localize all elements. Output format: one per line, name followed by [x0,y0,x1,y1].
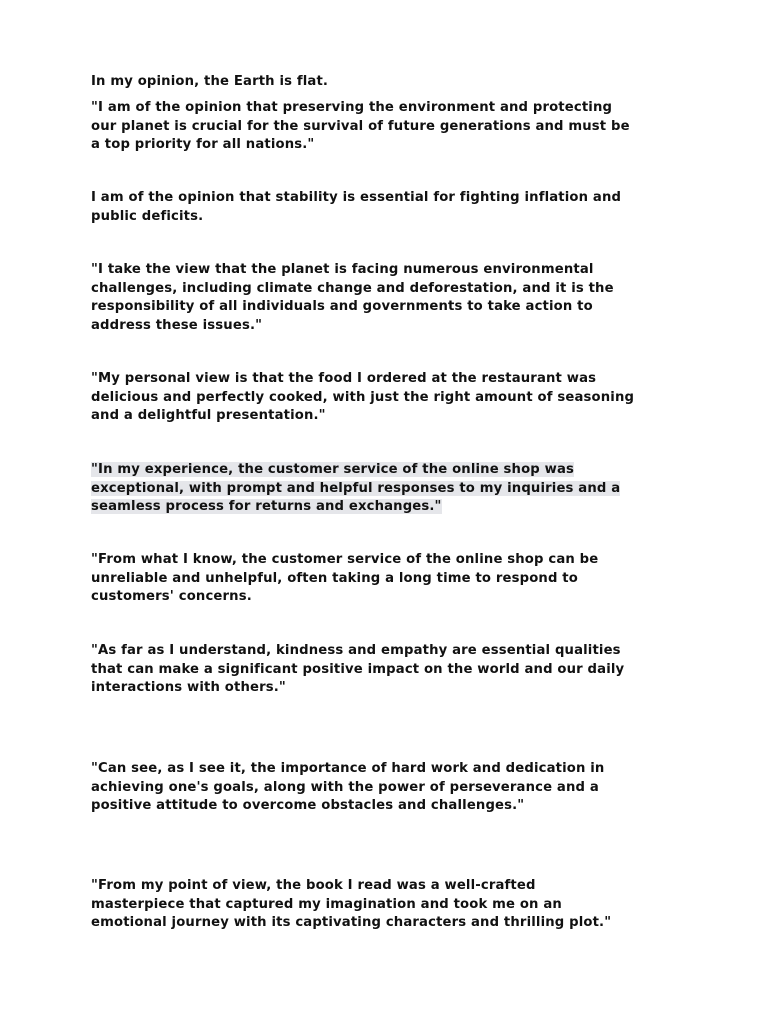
paragraph-environment-priority: "I am of the opinion that preserving the environment and protecting our planet is crucial for the survival of future generations and must be a top priority for all nations." [91,100,630,153]
paragraph-customer-service-unreliable: "From what I know, the customer service of the online shop can be unreliable and unhelpful, often taking a long time to respond to customers' concerns. [91,552,599,605]
paragraph-planet-challenges: "I take the view that the planet is facing numerous environmental challenges, including climate change and deforestation, and it is the responsibility of all individuals and governments to take action to address these issues." [91,262,614,333]
paragraph-opinion-earth-flat: In my opinion, the Earth is flat. [91,74,329,89]
paragraph-book-masterpiece: "From my point of view, the book I read was a well-crafted masterpiece that captured my imagination and took me on an emotional journey with its captivating characters and thrilling plot." [91,878,612,931]
paragraph-hard-work-dedication: "Can see, as I see it, the importance of hard work and dedication in achieving one's goals, along with the power of perseverance and a positive attitude to overcome obstacles and challenges." [91,761,605,814]
paragraph-customer-service-exceptional-highlighted [91,461,691,517]
paragraph-restaurant-food: "My personal view is that the food I ordered at the restaurant was delicious and perfectly cooked, with just the right amount of seasoning and a delightful presentation." [91,371,635,424]
paragraph-stability-inflation: I am of the opinion that stability is essential for fighting inflation and public deficits. [91,190,622,224]
paragraph-kindness-empathy: "As far as I understand, kindness and empathy are essential qualities that can make a significant positive impact on the world and our daily interactions with others." [91,643,625,696]
highlighted-text: "In my experience, the customer service of the online shop was exceptional, with prompt and helpful responses to my inquiries and a seamless process for returns and exchanges." [91,462,621,515]
